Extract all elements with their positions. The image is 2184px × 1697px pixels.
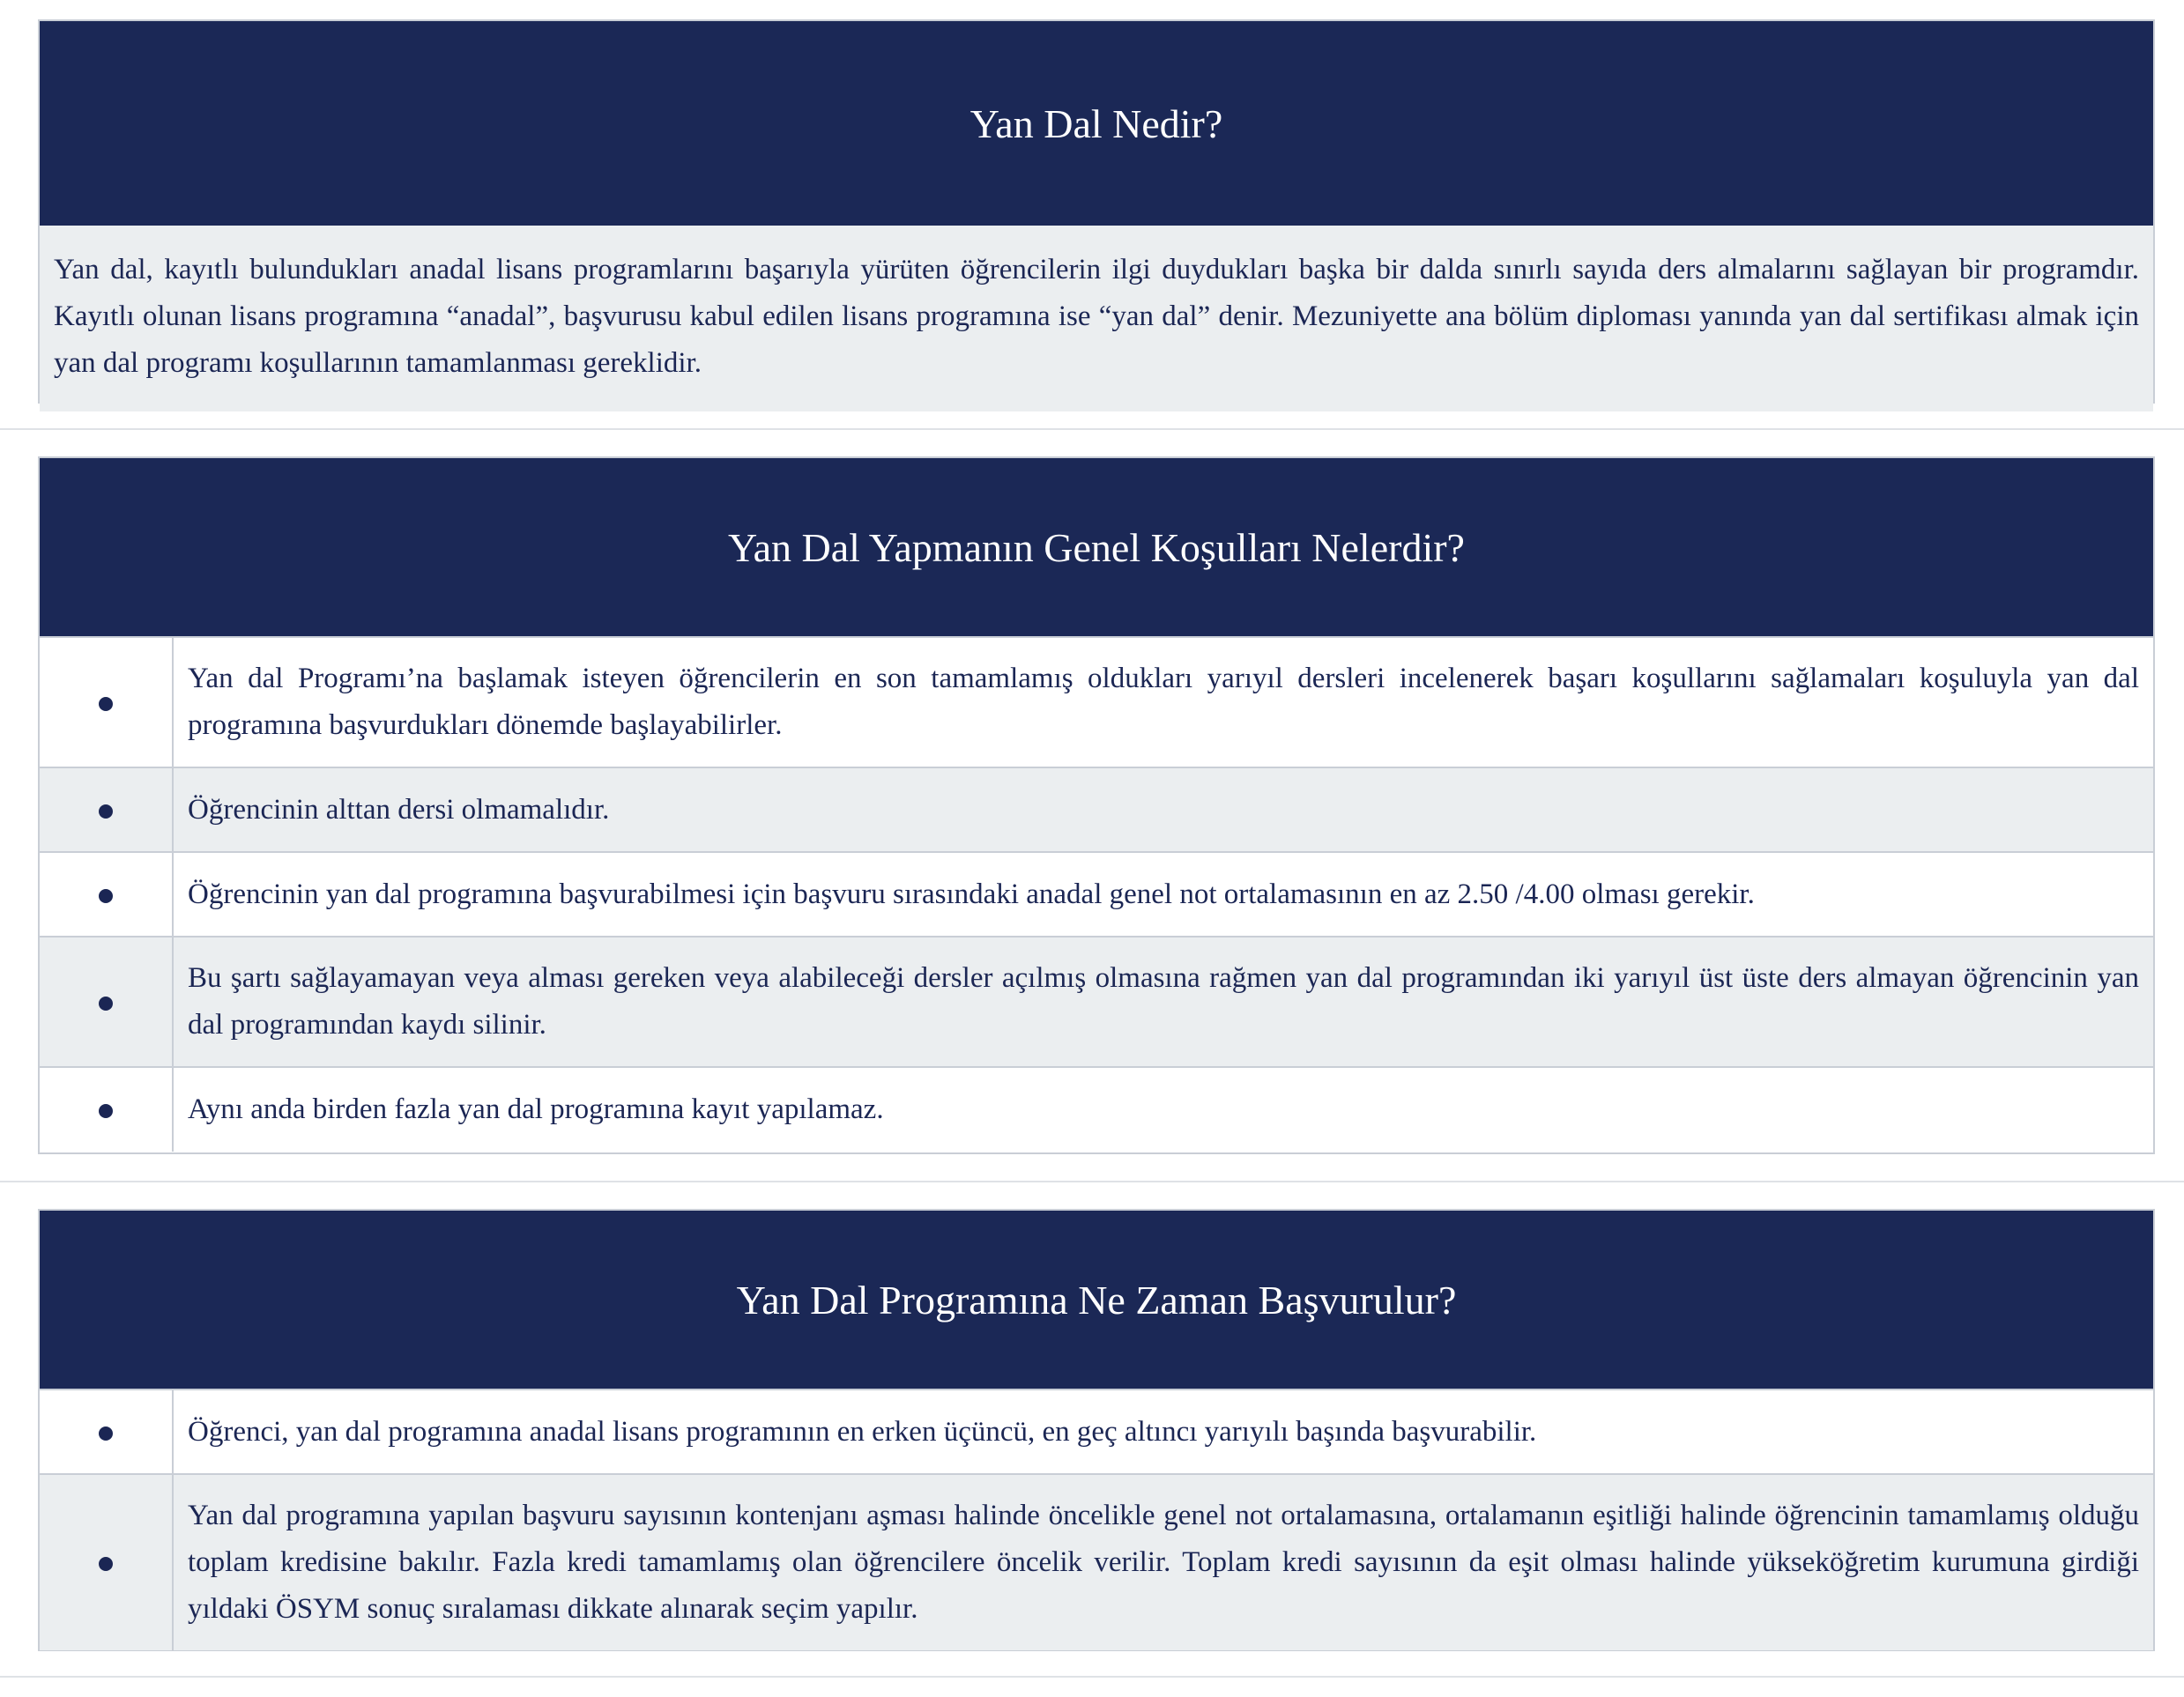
table-row: [40, 852, 2153, 937]
bullet-cell: [40, 1474, 173, 1650]
bullet-icon: [99, 1557, 113, 1571]
bullet-cell: [40, 637, 173, 767]
bullet-icon: [99, 804, 113, 819]
bullet-icon: [99, 1427, 113, 1441]
section-divider: [0, 1181, 2184, 1182]
table-row: [40, 1389, 2153, 1474]
table-row: [40, 767, 2153, 852]
section-title: Yan Dal Yapmanın Genel Koşulları Nelerdir?: [40, 458, 2153, 636]
section-general-conditions: [38, 456, 2155, 1154]
row-text: Öğrencinin alttan dersi olmamalıdır.: [173, 767, 2153, 852]
bullet-icon: [99, 1104, 113, 1118]
bullet-cell: [40, 937, 173, 1067]
conditions-table: [40, 636, 2153, 1152]
table-row: [40, 637, 2153, 767]
row-text: Öğrenci, yan dal programına anadal lisans programının en erken üçüncü, en geç altıncı yarıyılı başında başvurabilir.: [173, 1389, 2153, 1474]
table-row: [40, 937, 2153, 1067]
row-text: Bu şartı sağlayamayan veya alması gereken veya alabileceği dersler açılmış olmasına rağmen yan dal programından iki yarıyıl üst üste ders almayan öğrencinin yan dal programından kaydı silinir.: [173, 937, 2153, 1067]
section-title: Yan Dal Programına Ne Zaman Başvurulur?: [40, 1211, 2153, 1389]
row-text: Yan dal programına yapılan başvuru sayısının kontenjanı aşması halinde öncelikle genel not ortalamasına, ortalamanın eşitliği halinde öğrencinin tamamlamış olduğu toplam kredisine bakılır. Fazla kredi tamamlamış olan öğrencilere öncelik verilir. Toplam kredi sayısının da eşit olması halinde yükseköğretim kurumuna girdiği yıldaki ÖSYM sonuç sıralaması dikkate alınarak seçim yapılır.: [173, 1474, 2153, 1650]
row-text: Yan dal Programı’na başlamak isteyen öğrencilerin en son tamamlamış oldukları yarıyıl dersleri incelenerek başarı koşullarını sağlamaları koşuluyla yan dal programına başvurdukları dönemde başlayabilirler.: [173, 637, 2153, 767]
row-text: Öğrencinin yan dal programına başvurabilmesi için başvuru sırasındaki anadal genel not ortalamasının en az 2.50 /4.00 olması gerekir.: [173, 852, 2153, 937]
application-table: [40, 1389, 2153, 1650]
section-when-to-apply: [38, 1209, 2155, 1651]
section-divider: [0, 1676, 2184, 1678]
table-row: [40, 1474, 2153, 1650]
bullet-cell: [40, 852, 173, 937]
section-paragraph: Yan dal, kayıtlı bulundukları anadal lisans programlarını başarıyla yürüten öğrencilerin ilgi duydukları başka bir dalda sınırlı sayıda ders almalarını sağlayan bir programdır. Kayıtlı olunan lisans programına “anadal”, başvurusu kabul edilen lisans programına ise “yan dal” denir. Mezuniyette ana bölüm diploması yanında yan dal sertifikası almak için yan dal programı koşullarının tamamlanması gereklidir.: [40, 226, 2153, 411]
bullet-cell: [40, 1389, 173, 1474]
section-title: Yan Dal Nedir?: [40, 21, 2153, 226]
row-text: Aynı anda birden fazla yan dal programına kayıt yapılamaz.: [173, 1067, 2153, 1152]
bullet-cell: [40, 1067, 173, 1152]
section-divider: [0, 428, 2184, 430]
bullet-icon: [99, 889, 113, 903]
table-row: [40, 1067, 2153, 1152]
bullet-icon: [99, 997, 113, 1011]
bullet-cell: [40, 767, 173, 852]
bullet-icon: [99, 697, 113, 711]
section-what-is-minor: [38, 19, 2155, 404]
